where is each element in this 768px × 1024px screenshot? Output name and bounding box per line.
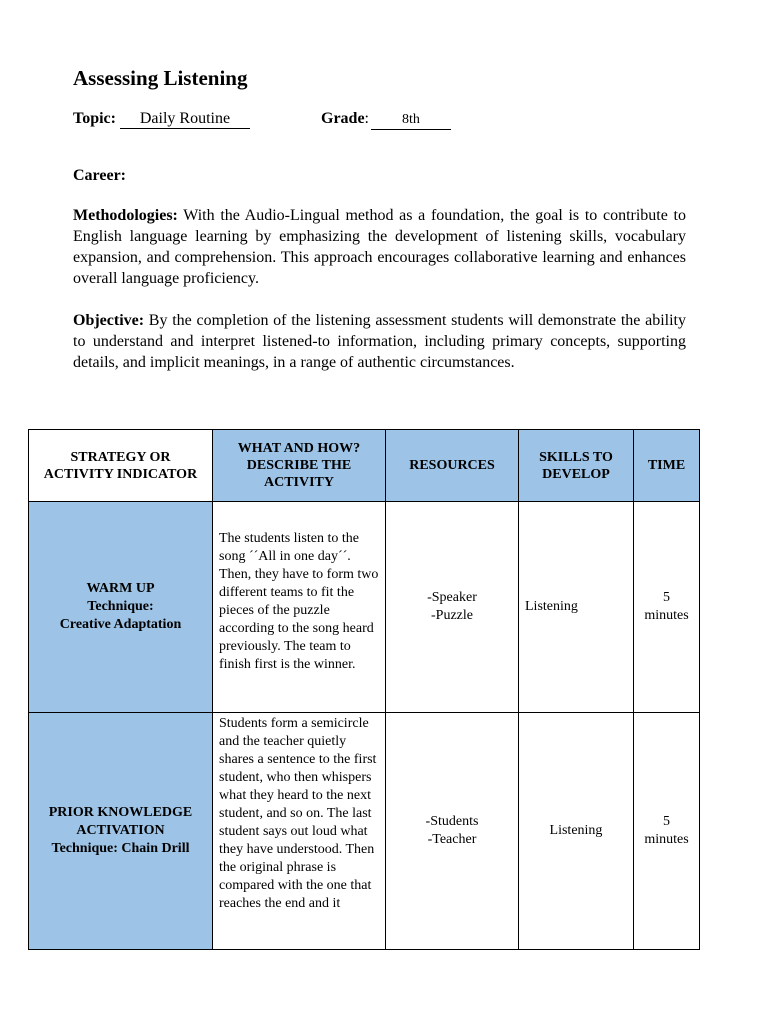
resource-item: -Teacher	[427, 832, 477, 847]
strategy-line: WARM UP	[86, 581, 155, 596]
grade-group	[321, 110, 451, 130]
strategy-line: ACTIVATION	[76, 823, 165, 838]
time-number: 5	[663, 590, 670, 605]
skills-cell: Listening	[519, 713, 634, 950]
time-unit: minutes	[644, 832, 689, 847]
grade-label: Grade	[321, 110, 365, 127]
topic-label: Topic:	[73, 110, 116, 127]
skills-cell: Listening	[519, 502, 634, 713]
table-row	[29, 502, 700, 713]
strategy-line: Technique:	[87, 599, 154, 614]
time-unit: minutes	[644, 608, 689, 623]
methodologies-paragraph	[73, 205, 686, 289]
table-row	[29, 713, 700, 950]
header-description: WHAT AND HOW? DESCRIBE THE ACTIVITY	[213, 430, 386, 502]
resource-item: -Speaker	[427, 590, 477, 605]
time-number: 5	[663, 814, 670, 829]
resource-item: -Students	[425, 814, 479, 829]
strategy-line: Creative Adaptation	[59, 617, 182, 632]
header-skills: SKILLS TO DEVELOP	[519, 430, 634, 502]
methodologies-label: Methodologies:	[73, 207, 178, 224]
description-cell	[213, 502, 386, 713]
description-text: Students form a semicircle and the teacher quietly shares a sentence to the first student, who then whispers what they heard to the next student, and so on. The last student says out loud what they have understood. Then the original phrase is compared with the one that reaches the end and it	[219, 716, 377, 911]
grade-value: 8th	[371, 111, 451, 130]
description-cell	[213, 713, 386, 950]
description-text: The students listen to the song ´´All in one day´´. Then, they have to form two different teams to fit the pieces of the puzzle according to the song heard previously. The team to finish first is the winner.	[219, 531, 379, 672]
topic-grade-line	[73, 110, 420, 129]
strategy-line: Technique: Chain Drill	[51, 841, 190, 856]
strategy-line: PRIOR KNOWLEDGE	[48, 805, 193, 820]
header-strategy: STRATEGY OR ACTIVITY INDICATOR	[29, 430, 213, 502]
objective-paragraph	[73, 310, 686, 373]
resource-item: -Puzzle	[431, 608, 473, 623]
objective-label: Objective:	[73, 312, 145, 329]
objective-text: By the completion of the listening assessment students will demonstrate the ability to understand and interpret listened-to information, including primary concepts, supporting details, and implicit meanings, in a range of authentic circumstances.	[73, 312, 686, 371]
methodologies-text: With the Audio-Lingual method as a foundation, the goal is to contribute to English language learning by emphasizing the development of listening skills, vocabulary expansion, and comprehension. This approach encourages collaborative learning and enhances overall language proficiency.	[73, 207, 686, 287]
header-time: TIME	[634, 430, 700, 502]
career-label: Career:	[73, 167, 126, 184]
activity-table	[28, 429, 700, 950]
time-cell	[634, 713, 700, 950]
table-header-row	[29, 430, 700, 502]
resources-cell	[386, 502, 519, 713]
resources-cell	[386, 713, 519, 950]
document-title: Assessing Listening	[73, 66, 248, 90]
time-cell	[634, 502, 700, 713]
grade-colon: :	[364, 110, 369, 127]
topic-value: Daily Routine	[120, 110, 250, 129]
strategy-cell	[29, 502, 213, 713]
header-resources: RESOURCES	[386, 430, 519, 502]
strategy-cell	[29, 713, 213, 950]
